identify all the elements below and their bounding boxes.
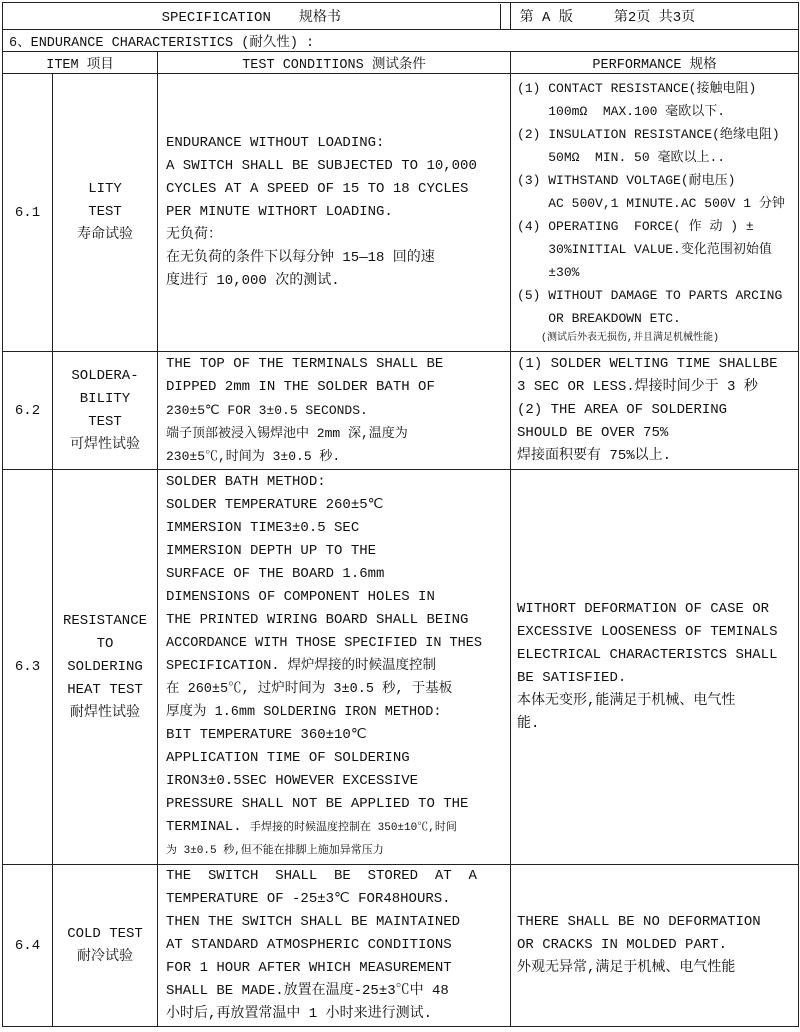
item-line: LITY [88,181,122,197]
performance-line: 焊接面积要有 75%以上. [517,448,672,464]
performance-line: (2) THE AREA OF SOLDERING [517,402,728,418]
condition-line: AT STANDARD ATMOSPHERIC CONDITIONS [166,937,452,953]
condition-line: CYCLES AT A SPEED OF 15 TO 18 CYCLES [166,181,469,197]
performance-spec [511,74,799,352]
condition-line: IMMERSION TIME3±0.5 SEC [166,520,360,536]
condition-line: THE SWITCH SHALL BE STORED AT A [166,868,477,884]
item-name [53,470,158,865]
condition-line: DIPPED 2mm IN THE SOLDER BATH OF [166,379,435,395]
performance-line: AC 500V,1 MINUTE.AC 500V 1 分钟 [517,196,785,211]
condition-note: 手焊接的时候温度控制在 350±10℃,时间 [250,822,457,834]
condition-line: 在无负荷的条件下以每分钟 15—18 回的速 [166,250,435,266]
table-row [3,74,799,352]
table-row [3,865,799,1027]
row-number: 6.3 [3,470,53,865]
performance-line: (1) CONTACT RESISTANCE(接触电阻) [517,81,757,96]
condition-text: TERMINAL. [166,819,251,835]
condition-line: 端子顶部被浸入锡焊池中 2mm 深,温度为 [166,426,408,441]
performance-line: BE SATISFIED. [517,670,627,686]
performance-line: (1) SOLDER WELTING TIME SHALLBE [517,356,778,372]
row-number: 6.2 [3,352,53,470]
test-conditions [158,74,511,352]
condition-line: THE TOP OF THE TERMINALS SHALL BE [166,356,444,372]
row-number: 6.1 [3,74,53,352]
item-line: RESISTANCE [62,612,147,629]
item-line: TEST [88,204,122,220]
condition-line: SPECIFICATION. 焊炉焊接的时候温度控制 [166,659,437,674]
item-line: 耐冷试验 [77,948,133,965]
condition-line: BIT TEMPERATURE 360±10℃ [166,727,367,743]
condition-line: 厚度为 1.6mm SOLDERING IRON METHOD: [166,705,442,720]
performance-line: 外观无异常,满足于机械、电气性能 [517,960,736,976]
section-title: 6、ENDURANCE CHARACTERISTICS (耐久性) : [3,30,799,52]
item-line: HEAT TEST [67,681,143,698]
item-line: SOLDERA- [71,367,139,384]
performance-line: (3) WITHSTAND VOLTAGE(耐电压) [517,173,736,188]
condition-line: SURFACE OF THE BOARD 1.6mm [166,566,385,582]
performance-line: 30%INITIAL VALUE.变化范围初始值 [517,242,772,257]
item-line: 可焊性试验 [70,436,140,453]
performance-line: (5) WITHOUT DAMAGE TO PARTS ARCING [517,288,783,303]
condition-line: 为 3±0.5 秒,但不能在排脚上施加异常压力 [166,845,384,857]
condition-line [166,816,510,840]
spec-table [2,2,799,1027]
performance-line: 3 SEC OR LESS.焊接时间少于 3 秒 [517,379,758,395]
item-line: TEST [88,413,122,430]
performance-line: THERE SHALL BE NO DEFORMATION [517,914,761,930]
condition-line: ACCORDANCE WITH THOSE SPECIFIED IN THES [166,636,482,651]
table-row [3,352,799,470]
condition-line: IRON3±0.5SEC HOWEVER EXCESSIVE [166,773,419,789]
condition-line: PER MINUTE WITHORT LOADING. [166,204,393,220]
condition-line: 在 260±5℃, 过炉时间为 3±0.5 秒, 于基板 [166,682,453,697]
column-header-performance: PERFORMANCE 规格 [511,52,799,74]
performance-line: OR BREAKDOWN ETC. [517,311,681,326]
condition-line: IMMERSION DEPTH UP TO THE [166,543,377,559]
condition-line: APPLICATION TIME OF SOLDERING [166,750,410,766]
condition-line: SHALL BE MADE.放置在温度-25±3℃中 48 [166,983,449,999]
spec-title: SPECIFICATION 规格书 [3,4,500,29]
performance-line: (2) INSULATION RESISTANCE(绝缘电阻) [517,127,780,142]
condition-line: 度进行 10,000 次的测试. [166,273,340,289]
condition-line: A SWITCH SHALL BE SUBJECTED TO 10,000 [166,158,477,174]
condition-line: 小时后,再放置常温中 1 小时来进行测试. [166,1006,433,1022]
test-conditions [158,352,511,470]
item-name [53,74,158,352]
item-line: 寿命试验 [77,227,133,243]
condition-line: 230±5℃,时间为 3±0.5 秒. [166,449,341,464]
item-line: SOLDERING [67,658,143,675]
page-number: 第2页 共3页 [511,3,799,30]
condition-line: THE PRINTED WIRING BOARD SHALL BEING [166,612,469,628]
condition-line: SOLDER BATH METHOD: [166,474,326,490]
performance-line: 能. [517,716,540,732]
column-header-conditions: TEST CONDITIONS 测试条件 [158,52,511,74]
performance-line: OR CRACKS IN MOLDED PART. [517,937,728,953]
condition-line: PRESSURE SHALL NOT BE APPLIED TO THE [166,796,469,812]
condition-line: TEMPERATURE OF -25±3℃ FOR48HOURS. [166,891,451,907]
condition-line: THEN THE SWITCH SHALL BE MAINTAINED [166,914,461,930]
column-header-item: ITEM 项目 [3,52,158,74]
table-row [3,470,799,865]
test-conditions [158,865,511,1027]
condition-line: DIMENSIONS OF COMPONENT HOLES IN [166,589,435,605]
condition-line: ENDURANCE WITHOUT LOADING: [166,135,385,151]
performance-spec [511,470,799,865]
specification-document [2,2,798,1030]
performance-line: SHOULD BE OVER 75% [517,425,669,441]
performance-line: (4) OPERATING FORCE( 作 动 ) ± [517,219,754,234]
performance-line: (测试后外表无损伤,并且满足机械性能) [517,333,720,344]
performance-spec [511,352,799,470]
item-name [53,865,158,1027]
version-label: 第 A 版 [519,10,573,26]
performance-line: 50MΩ MIN. 50 毫欧以上.. [517,150,726,165]
section-row [3,30,799,52]
test-conditions [158,470,511,865]
column-header-row [3,52,799,74]
condition-line: SOLDER TEMPERATURE 260±5℃ [166,497,384,513]
performance-line: 本体无变形,能满足于机械、电气性 [517,693,736,709]
performance-line: EXCESSIVE LOOSENESS OF TEMINALS [517,624,778,640]
item-line: TO [96,635,114,652]
header-row [3,3,799,30]
item-line: 耐焊性试验 [70,704,140,721]
performance-line: WITHORT DEFORMATION OF CASE OR [517,601,770,617]
performance-line: ±30% [517,265,580,280]
condition-line: 230±5℃ FOR 3±0.5 SECONDS. [166,403,368,418]
performance-line: 100mΩ MAX.100 毫欧以下. [517,104,726,119]
performance-line: ELECTRICAL CHARACTERISTCS SHALL [517,647,778,663]
performance-spec [511,865,799,1027]
item-line: BILITY [79,390,131,407]
item-line: COLD TEST [67,925,143,942]
condition-line: 无负荷： [166,227,222,243]
condition-line: FOR 1 HOUR AFTER WHICH MEASUREMENT [166,960,452,976]
row-number: 6.4 [3,865,53,1027]
item-name [53,352,158,470]
